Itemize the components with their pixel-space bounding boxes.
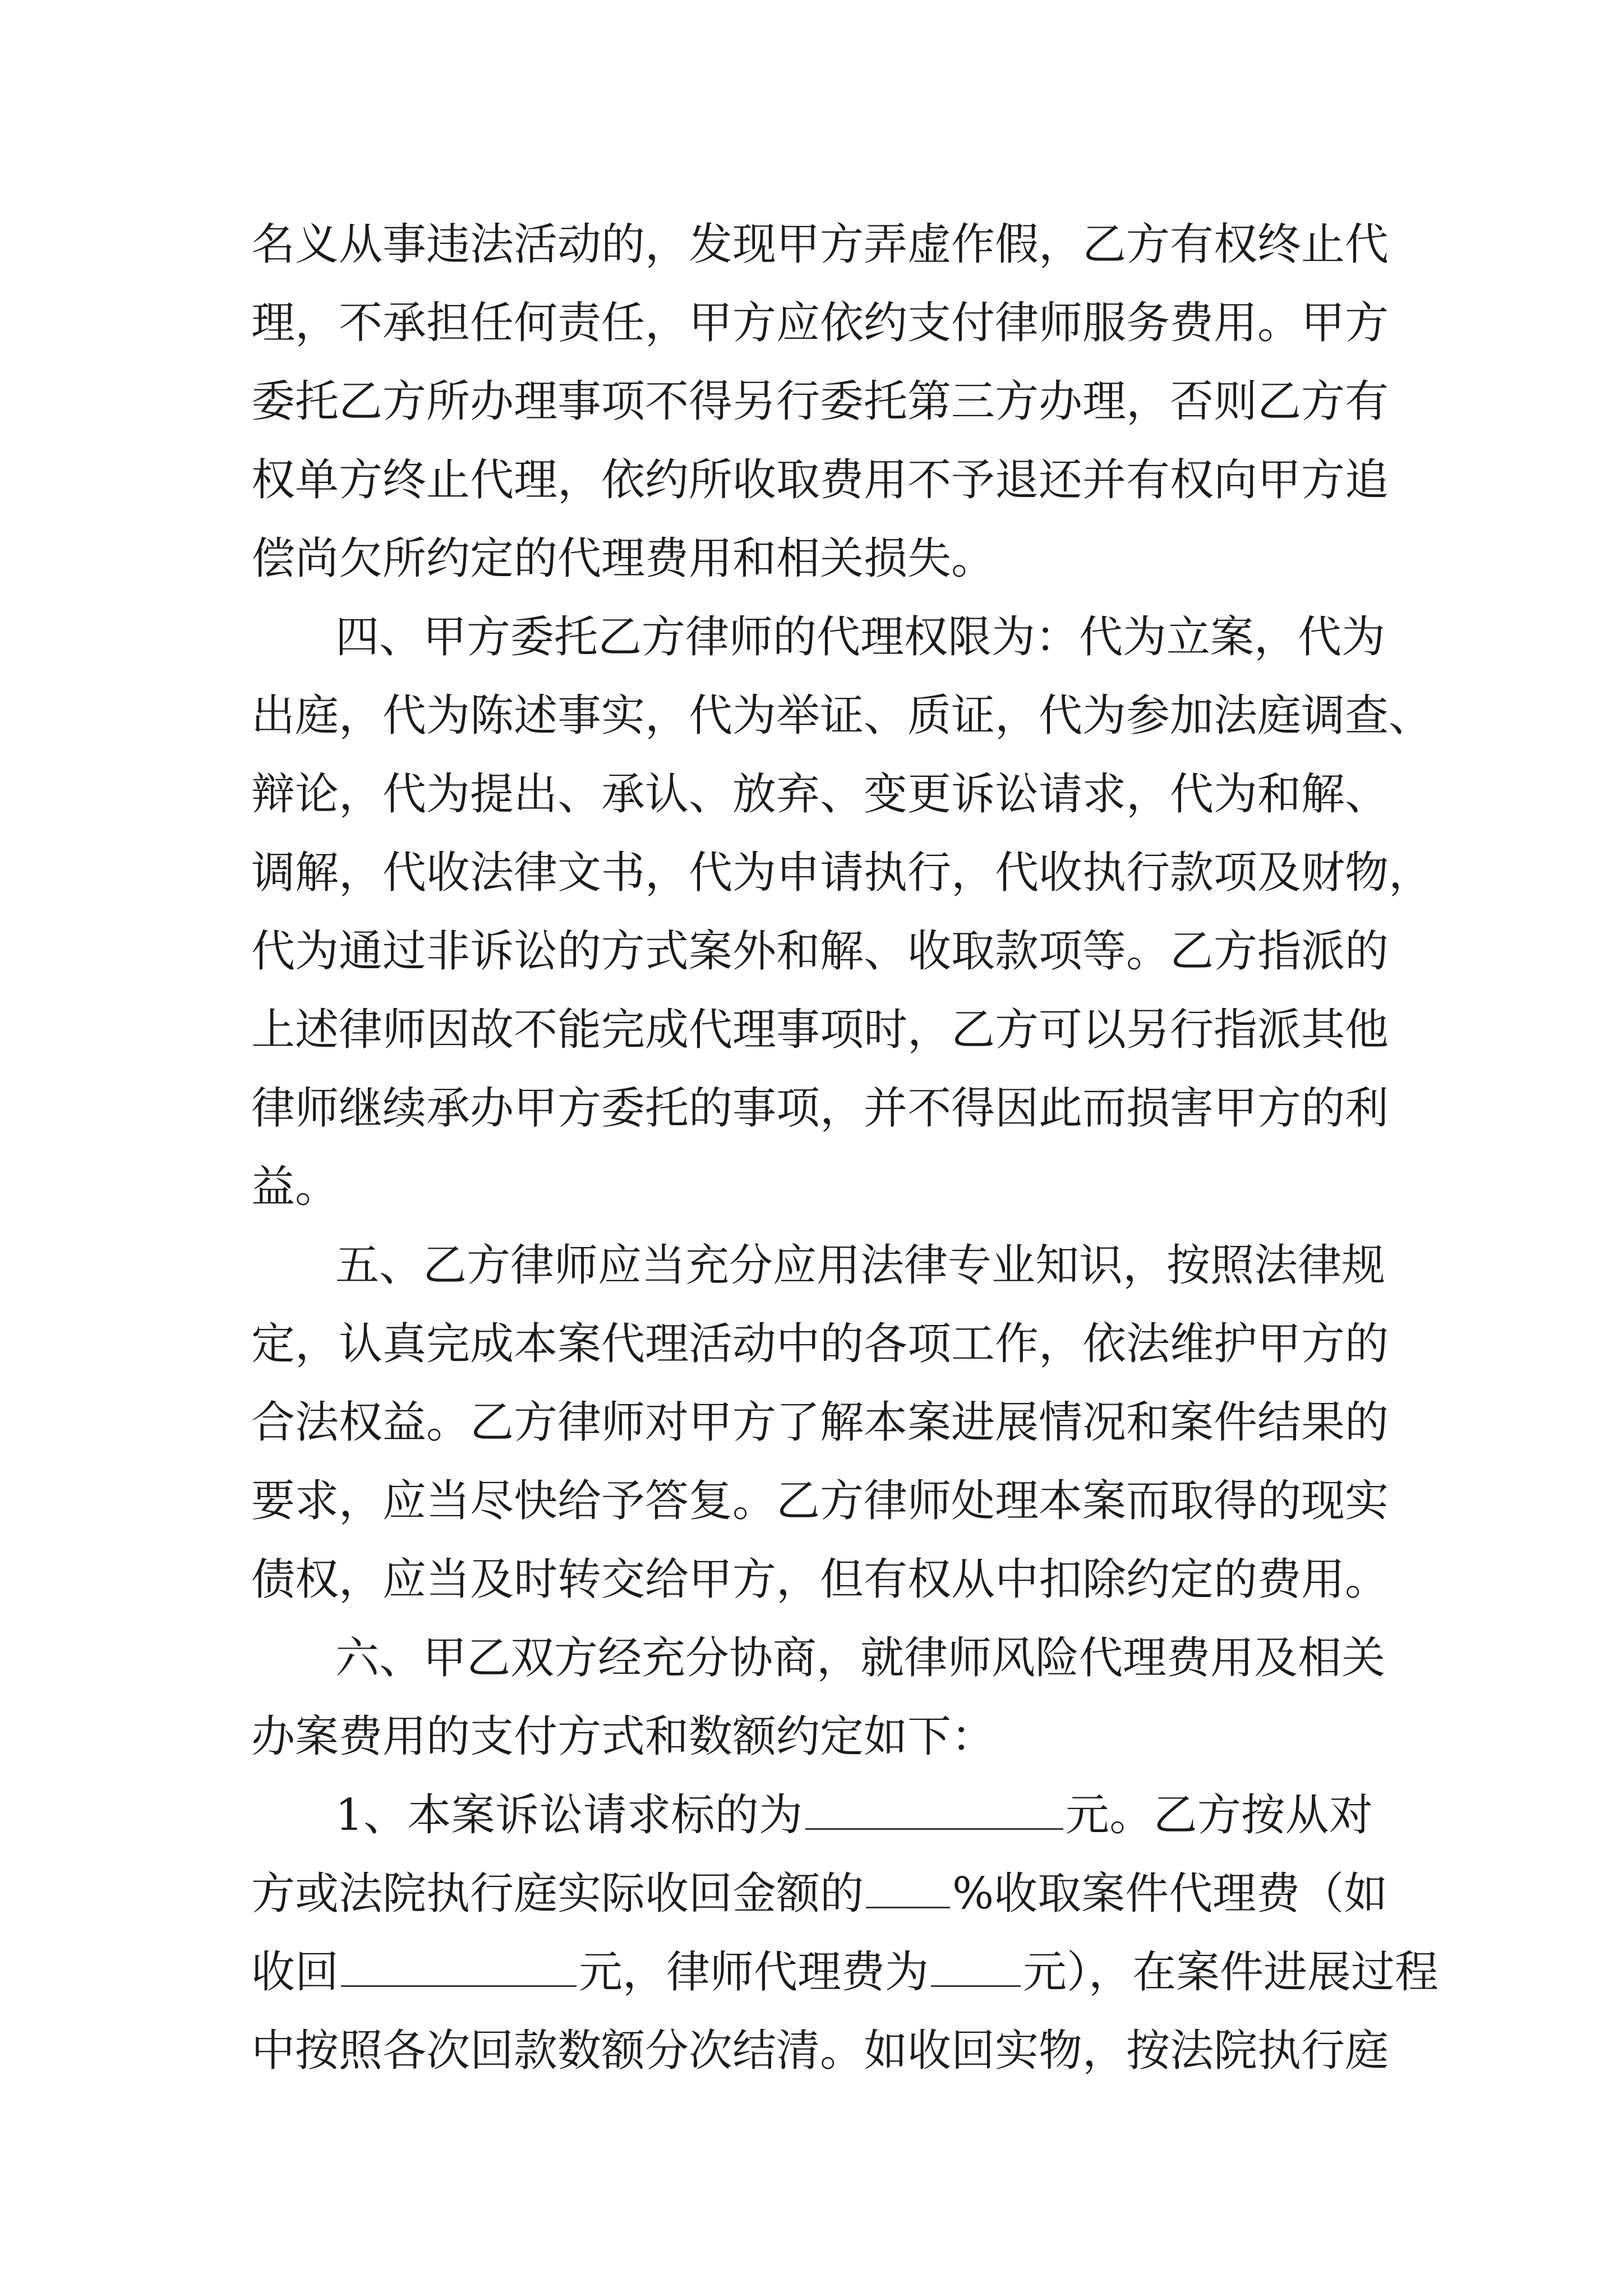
text-line: 办案费用的支付方式和数额约定如下：	[251, 1711, 995, 1762]
text-line: 代为通过非诉讼的方式案外和解、收取款项等。乙方指派的	[251, 926, 1389, 977]
clause-6-1-line-2	[251, 1855, 1388, 1933]
recovered-amount-blank[interactable]	[341, 1946, 577, 1987]
clause-text: 方或法院执行庭实际收回金额的	[251, 1869, 864, 1919]
text-line: 律师继续承办甲方委托的事项，并不得因此而损害甲方的利	[251, 1083, 1389, 1134]
clause-text: 元），在案件进展过程	[1023, 1947, 1439, 1998]
text-line: 理，不承担任何责任，甲方应依约支付律师服务费用。甲方	[251, 298, 1389, 348]
text-line: 出庭，代为陈述事实，代为举证、质证，代为参加法庭调查、	[251, 691, 1433, 741]
clause-text: 元。乙方按从对	[1065, 1790, 1373, 1841]
clause-text: 元，律师代理费为	[579, 1947, 929, 1998]
section-5-heading-line: 五、乙方律师应当充分应用法律专业知识，按照法律规	[335, 1240, 1386, 1291]
clause-6-1-line-3	[251, 1933, 1439, 2012]
clause-text: 1、本案诉讼请求标的为	[335, 1790, 803, 1841]
text-line: 合法权益。乙方律师对甲方了解本案进展情况和案件结果的	[251, 1397, 1389, 1448]
text-line: 权单方终止代理，依约所收取费用不予退还并有权向甲方追	[251, 455, 1389, 505]
text-line: 偿尚欠所约定的代理费用和相关损失。	[251, 533, 995, 584]
clause-text: 收回	[251, 1947, 339, 1998]
claim-amount-blank[interactable]	[805, 1789, 1063, 1830]
text-line: 定，认真完成本案代理活动中的各项工作，依法维护甲方的	[251, 1319, 1389, 1369]
text-line: 要求，应当尽快给予答复。乙方律师处理本案而取得的现实	[251, 1476, 1389, 1526]
text-line: 中按照各次回款数额分次结清。如收回实物，按法院执行庭	[251, 2026, 1389, 2076]
section-4-heading-line: 四、甲方委托乙方律师的代理权限为：代为立案，代为	[335, 612, 1386, 662]
section-6-heading-line: 六、甲乙双方经充分协商，就律师风险代理费用及相关	[335, 1633, 1386, 1683]
lawyer-fee-blank[interactable]	[931, 1946, 1021, 1987]
text-line: 债权，应当及时转交给甲方，但有权从中扣除约定的费用。	[251, 1554, 1389, 1605]
text-line: 调解，代收法律文书，代为申请执行，代收执行款项及财物，	[251, 848, 1433, 898]
text-line: 辩论，代为提出、承认、放弃、变更诉讼请求，代为和解、	[251, 769, 1389, 820]
clause-text: %收取案件代理费（如	[952, 1869, 1388, 1919]
text-line: 上述律师因故不能完成代理事项时，乙方可以另行指派其他	[251, 1005, 1389, 1055]
percentage-blank[interactable]	[866, 1867, 950, 1908]
clause-6-1-line-1	[335, 1776, 1373, 1855]
text-line: 益。	[251, 1162, 339, 1212]
text-line: 名义从事违法活动的，发现甲方弄虚作假，乙方有权终止代	[251, 219, 1389, 270]
text-line: 委托乙方所办理事项不得另行委托第三方办理，否则乙方有	[251, 376, 1389, 427]
